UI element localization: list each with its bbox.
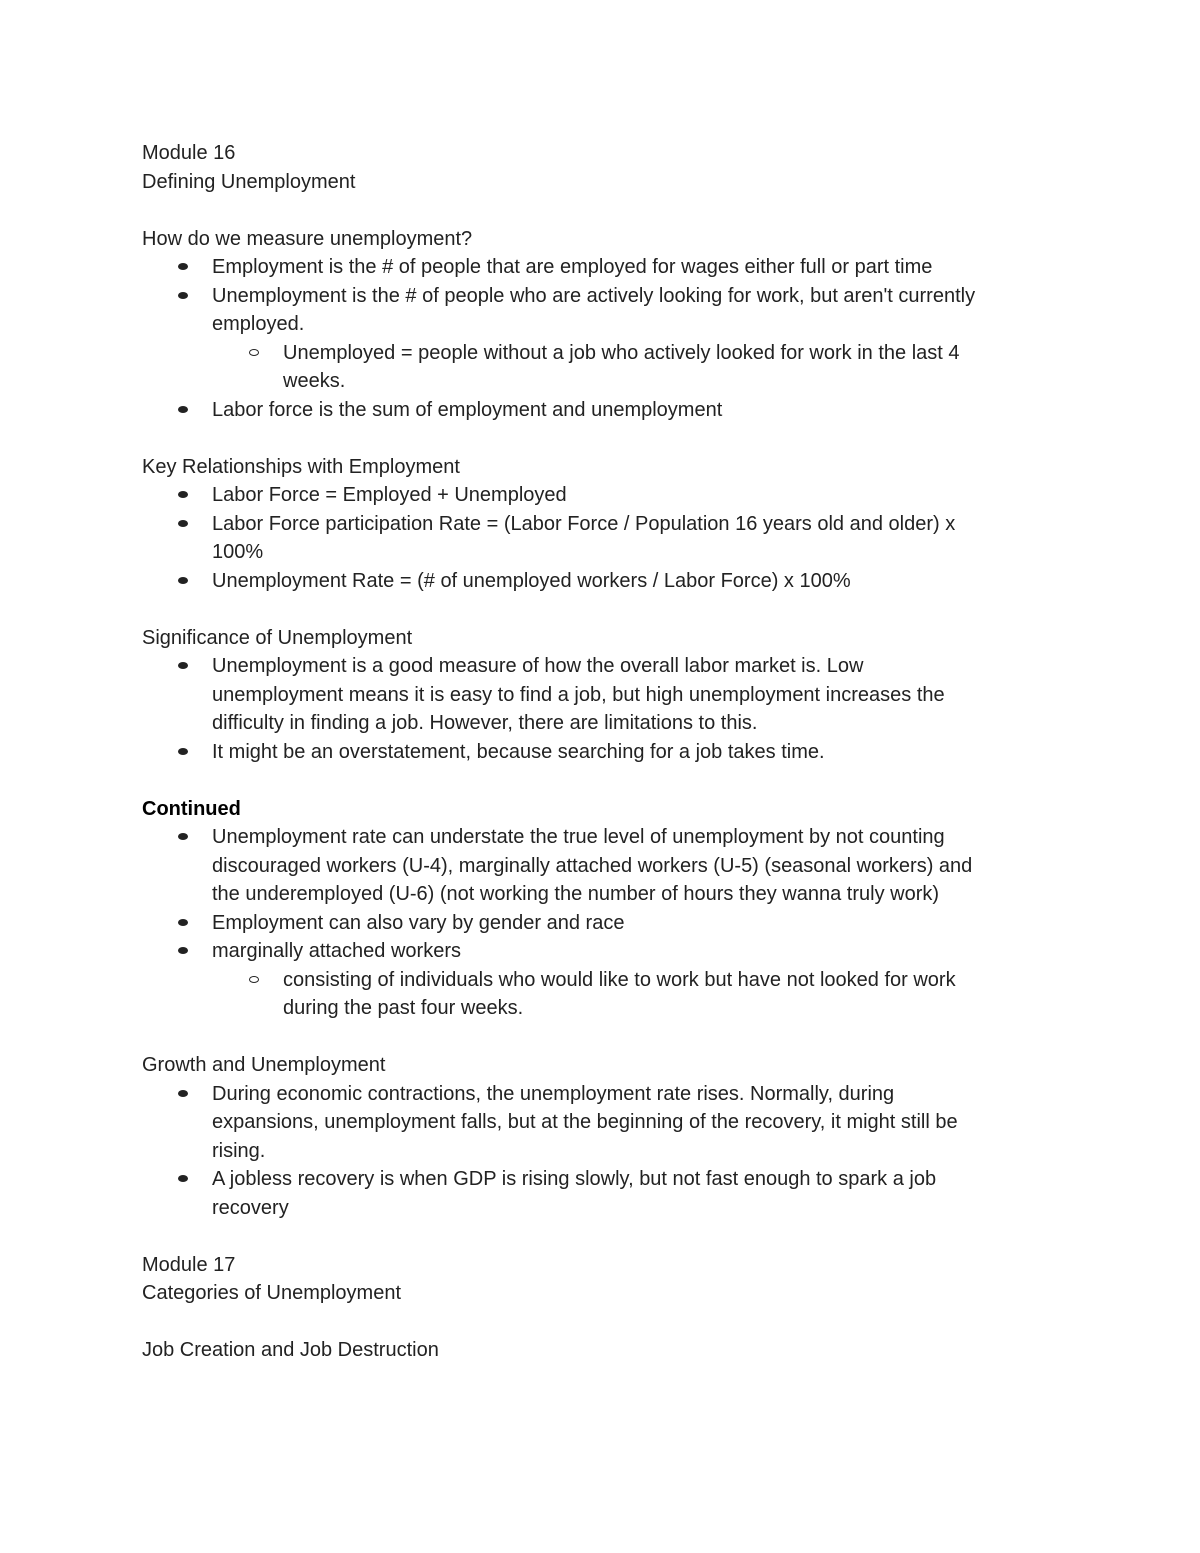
list-item-text: Unemployment rate can understate the true level of unemployment by not counting (212, 826, 945, 848)
module-16-title: Module 16 (142, 142, 236, 164)
continued-heading: Continued (142, 797, 241, 820)
list-item (142, 282, 1062, 339)
module-17-subtitle: Categories of Unemployment (142, 1282, 402, 1304)
list-item (142, 567, 1062, 596)
growth-list (142, 1080, 1062, 1223)
list-item-text: Unemployment Rate = (# of unemployed workers / Labor Force) x 100% (212, 569, 851, 592)
list-item-text: A jobless recovery is when GDP is rising slowly, but not fast enough to spark a job (212, 1168, 937, 1190)
list-item (142, 481, 1062, 510)
spacer (142, 595, 1062, 624)
sub-list-item (142, 339, 1062, 396)
list-item-text: Unemployment is a good measure of how the overall labor market is. Low (212, 655, 864, 677)
list-item-text: It might be an overstatement, because searching for a job takes time. (212, 740, 825, 763)
bullet-filled-icon (178, 662, 188, 669)
list-item (142, 510, 1062, 567)
bullet-filled-icon (178, 1175, 188, 1182)
spacer (142, 424, 1062, 453)
list-item-text: Labor force is the sum of employment and unemployment (212, 398, 723, 421)
bullet-filled-icon (178, 947, 188, 954)
document-page (142, 139, 1062, 1365)
list-item-text: Labor Force = Employed + Unemployed (212, 484, 567, 506)
list-item-text: 100% (212, 541, 264, 563)
list-item-text: Unemployed = people without a job who actively looked for work in the last 4 (283, 341, 960, 364)
list-item (142, 1165, 1062, 1222)
list-item-text: During economic contractions, the unemployment rate rises. Normally, during (212, 1082, 895, 1105)
spacer (142, 1308, 1062, 1337)
growth-heading: Growth and Unemployment (142, 1054, 386, 1076)
list-item (142, 652, 1062, 738)
list-item-text: marginally attached workers (212, 940, 461, 962)
module-16-subtitle: Defining Unemployment (142, 170, 356, 193)
list-item-text: during the past four weeks. (283, 997, 524, 1019)
list-item (142, 937, 1062, 966)
list-item-text: discouraged workers (U-4), marginally attached workers (U-5) (seasonal workers) and (212, 854, 973, 877)
significance-list (142, 652, 1062, 766)
bullet-filled-icon (178, 263, 188, 270)
list-item-text: difficulty in finding a job. However, there are limitations to this. (212, 712, 758, 734)
list-item (142, 909, 1062, 938)
spacer (142, 1222, 1062, 1251)
key-relationships-heading: Key Relationships with Employment (142, 455, 460, 478)
bullet-hollow-icon (249, 976, 259, 983)
bullet-filled-icon (178, 520, 188, 527)
list-item-text: employed. (212, 313, 305, 335)
list-item (142, 823, 1062, 909)
bullet-filled-icon (178, 833, 188, 840)
bullet-filled-icon (178, 748, 188, 755)
list-item-text: Unemployment is the # of people who are actively looking for work, but aren't currently (212, 284, 976, 307)
list-item-text: expansions, unemployment falls, but at the beginning of the recovery, it might still be (212, 1111, 958, 1133)
list-item-text: Employment is the # of people that are employed for wages either full or part time (212, 256, 933, 278)
list-item-text: Labor Force participation Rate = (Labor Force / Population 16 years old and older) x (212, 512, 956, 535)
spacer (142, 766, 1062, 795)
bullet-filled-icon (178, 577, 188, 584)
list-item (142, 396, 1062, 425)
bullet-filled-icon (178, 292, 188, 299)
continued-list (142, 823, 1062, 1023)
list-item-text: recovery (212, 1196, 289, 1219)
list-item (142, 738, 1062, 767)
module-17-title: Module 17 (142, 1253, 236, 1276)
bullet-filled-icon (178, 406, 188, 413)
significance-heading: Significance of Unemployment (142, 626, 413, 649)
list-item-text: Employment can also vary by gender and race (212, 911, 625, 934)
bullet-filled-icon (178, 919, 188, 926)
list-item-text: consisting of individuals who would like to work but have not looked for work (283, 968, 956, 991)
list-item-text: unemployment means it is easy to find a job, but high unemployment increases the (212, 683, 945, 706)
key-relationships-list (142, 481, 1062, 595)
list-item-text: rising. (212, 1139, 266, 1162)
measure-list (142, 253, 1062, 424)
spacer (142, 1023, 1062, 1052)
bullet-hollow-icon (249, 349, 259, 356)
list-item-text: the underemployed (U-6) (not working the number of hours they wanna truly work) (212, 883, 940, 905)
spacer (142, 196, 1062, 225)
bullet-filled-icon (178, 1090, 188, 1097)
sub-list-item (142, 966, 1062, 1023)
measure-heading: How do we measure unemployment? (142, 227, 473, 250)
list-item (142, 253, 1062, 282)
list-item-text: weeks. (283, 370, 346, 392)
list-item (142, 1080, 1062, 1166)
job-creation-heading: Job Creation and Job Destruction (142, 1339, 439, 1361)
bullet-filled-icon (178, 491, 188, 498)
